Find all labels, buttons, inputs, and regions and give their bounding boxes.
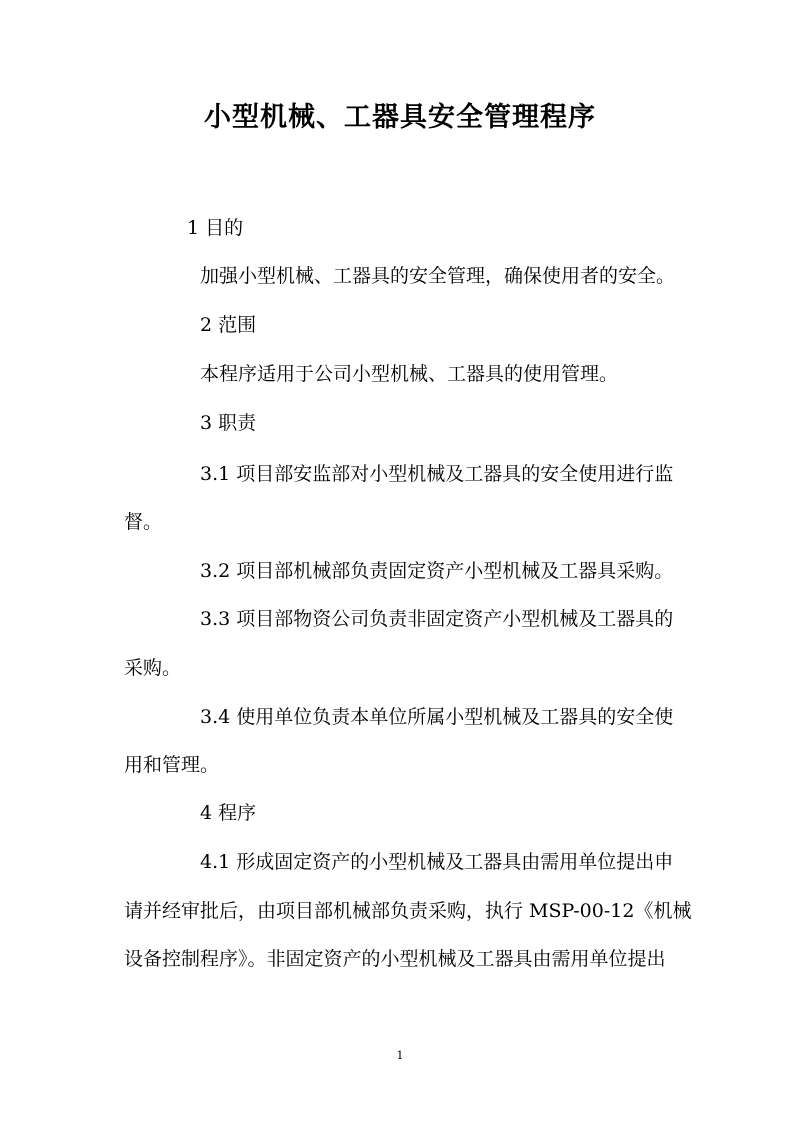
section-heading-scope: 2 范围 bbox=[200, 314, 257, 336]
paragraph-purpose: 加强小型机械、工器具的安全管理，确保使用者的安全。 bbox=[200, 265, 676, 287]
section-heading-responsibilities: 3 职责 bbox=[200, 412, 257, 434]
section-heading-purpose: 1 目的 bbox=[187, 217, 244, 239]
paragraph-3-4-line-1: 3.4 使用单位负责本单位所属小型机械及工器具的安全使 bbox=[200, 706, 674, 728]
paragraph-3-3-line-2: 采购。 bbox=[124, 657, 182, 679]
paragraph-3-4-line-2: 用和管理。 bbox=[124, 754, 220, 776]
paragraph-3-1-line-2: 督。 bbox=[124, 511, 163, 533]
paragraph-3-2: 3.2 项目部机械部负责固定资产小型机械及工器具采购。 bbox=[200, 560, 674, 582]
paragraph-3-1-line-1: 3.1 项目部安监部对小型机械及工器具的安全使用进行监 bbox=[200, 463, 674, 485]
paragraph-4-1-line-1: 4.1 形成固定资产的小型机械及工器具由需用单位提出申 bbox=[200, 851, 674, 873]
paragraph-scope: 本程序适用于公司小型机械、工器具的使用管理。 bbox=[200, 363, 619, 385]
paragraph-4-1-line-2: 请并经审批后，由项目部机械部负责采购，执行 MSP-00-12《机械 bbox=[124, 900, 692, 922]
paragraph-4-1-line-3: 设备控制程序》。非固定资产的小型机械及工器具由需用单位提出 bbox=[124, 948, 666, 970]
section-heading-procedure: 4 程序 bbox=[200, 802, 257, 824]
page-number: 1 bbox=[396, 1049, 404, 1062]
paragraph-3-3-line-1: 3.3 项目部物资公司负责非固定资产小型机械及工器具的 bbox=[200, 608, 674, 630]
document-title: 小型机械、工器具安全管理程序 bbox=[204, 102, 596, 133]
